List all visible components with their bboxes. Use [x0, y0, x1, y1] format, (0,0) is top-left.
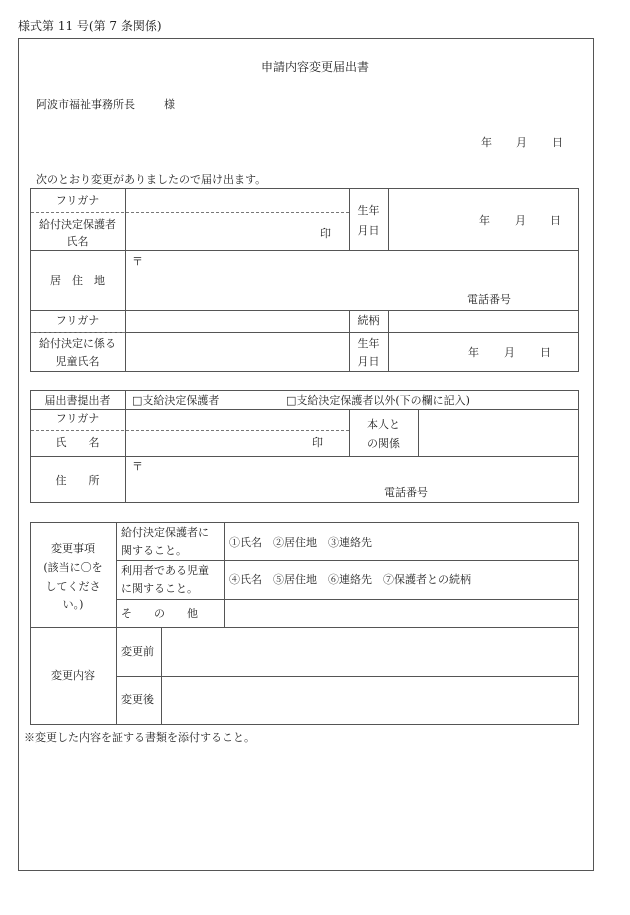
date-day-label: 日: [552, 136, 563, 149]
child-birth-year-label: 年: [468, 346, 479, 359]
change-items-hint-2: してくださ: [45, 580, 101, 593]
child-birth-day-label: 日: [540, 346, 551, 359]
honorific: 様: [164, 98, 175, 111]
after-label: 変更後: [121, 693, 154, 706]
date-year-label: 年: [481, 136, 492, 149]
guardian-item-label-2: 関すること。: [121, 544, 187, 557]
frame-left: [18, 38, 19, 871]
guardian-item-options[interactable]: ①氏名 ②居住地 ③連絡先: [229, 536, 372, 549]
furigana-label: フリガナ: [55, 194, 100, 207]
change-items-hint-3: い。): [62, 598, 84, 611]
postal-mark: 〒: [132, 255, 143, 268]
child-item-label: 利用者である児童: [121, 564, 209, 577]
child-furigana-label: フリガナ: [55, 314, 100, 327]
addressee: 阿波市福祉事務所長: [36, 98, 135, 111]
guardian-name-label-2: 氏名: [66, 235, 89, 248]
residence-label: 居 住 地: [50, 274, 105, 287]
change-items-label: 変更事項: [51, 542, 95, 555]
frame-right: [593, 38, 594, 871]
submitter-postal-mark: 〒: [132, 460, 143, 473]
child-name-label-2: 児童氏名: [55, 355, 100, 368]
checkbox-non-guardian[interactable]: □支給決定保護者以外(下の欄に記入): [286, 394, 470, 407]
date-month-label: 月: [516, 136, 527, 149]
submitter-name-label: 氏 名: [55, 436, 100, 449]
child-birth-label-2: 月日: [357, 355, 380, 368]
frame-top: [18, 38, 594, 39]
phone-label: 電話番号: [467, 293, 511, 306]
form-number: 様式第 11 号(第 7 条関係): [18, 19, 162, 33]
change-content-label: 変更内容: [51, 669, 95, 682]
birth-day-label: 日: [550, 214, 561, 227]
birth-month-label: 月: [515, 214, 526, 227]
intro-text: 次のとおり変更がありましたので届け出ます。: [36, 173, 267, 186]
birth-label: 生年: [357, 204, 380, 217]
child-item-label-2: に関すること。: [121, 582, 198, 595]
other-item-label: そ の 他: [121, 607, 198, 620]
guardian-item-label: 給付決定保護者に: [121, 526, 209, 539]
submitter-address-label: 住 所: [55, 474, 100, 487]
seal-mark: 印: [320, 227, 331, 240]
submitter-seal-mark: 印: [312, 436, 323, 449]
child-birth-label: 生年: [357, 337, 380, 350]
frame-bottom: [18, 870, 594, 871]
attachment-note: ※変更した内容を証する書類を添付すること。: [24, 731, 255, 744]
guardian-name-label: 給付決定保護者: [39, 218, 116, 231]
submitter-label: 届出書提出者: [44, 394, 111, 407]
submitter-furigana-label: フリガナ: [55, 412, 100, 425]
change-items-hint-1: (該当に〇を: [43, 561, 103, 574]
child-birth-month-label: 月: [504, 346, 515, 359]
form-title: 申請内容変更届出書: [260, 60, 369, 74]
relation-label: 本人と: [367, 418, 400, 431]
submitter-phone-label: 電話番号: [384, 486, 428, 499]
checkbox-guardian[interactable]: □支給決定保護者: [132, 394, 220, 407]
child-item-options[interactable]: ④氏名 ⑤居住地 ⑥連絡先 ⑦保護者との続柄: [229, 573, 471, 586]
birth-label-2: 月日: [357, 224, 380, 237]
relationship-label: 続柄: [357, 314, 380, 327]
before-label: 変更前: [121, 645, 154, 658]
child-name-label: 給付決定に係る: [39, 337, 116, 350]
relation-label-2: の関係: [367, 437, 400, 450]
birth-year-label: 年: [479, 214, 490, 227]
